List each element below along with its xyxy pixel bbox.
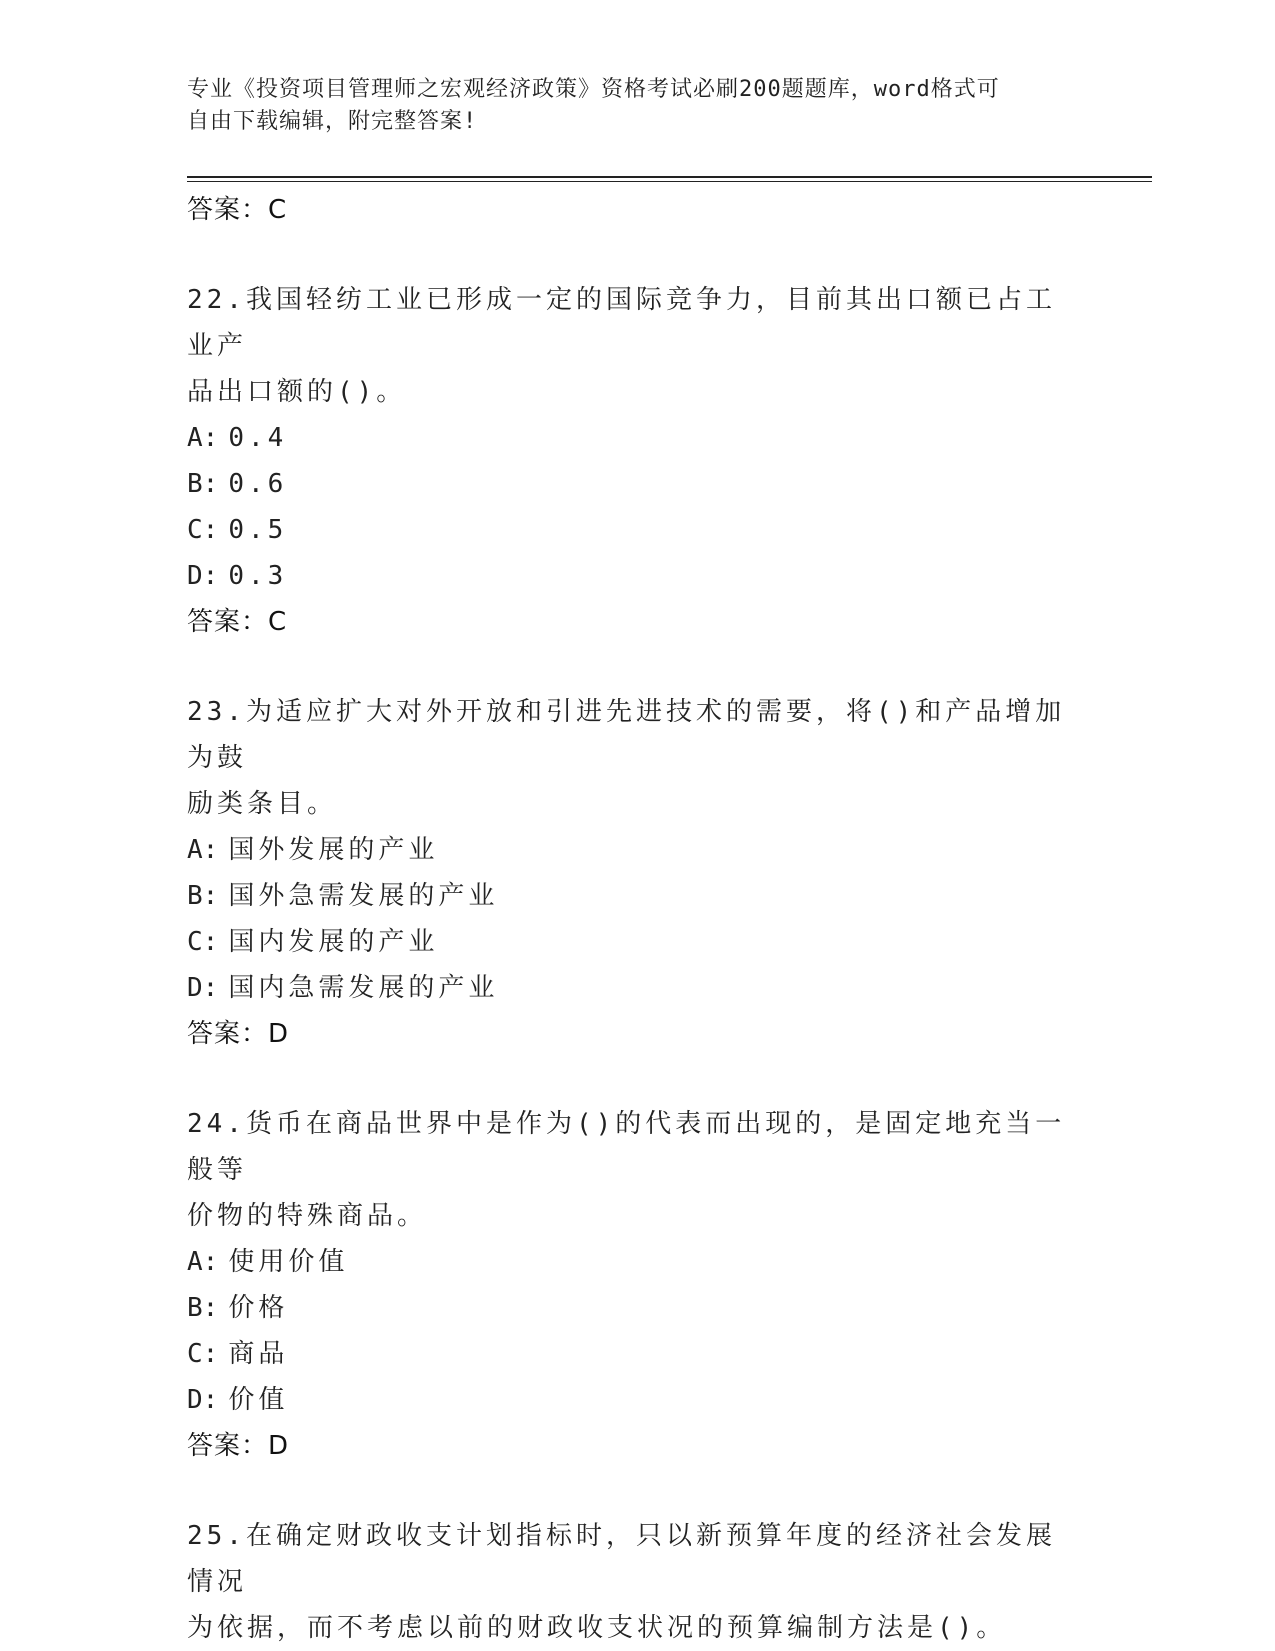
question-stem: [187, 1101, 1077, 1239]
option-a: [187, 415, 1087, 461]
option-a: [187, 827, 1087, 873]
question-stem-line-1: 25.在确定财政收支计划指标时，只以新预算年度的经济社会发展情况: [187, 1521, 1056, 1597]
option-text: 商品: [228, 1339, 289, 1369]
question-22: [187, 277, 1087, 645]
question-list: [187, 187, 1087, 1651]
option-text: 使用价值: [228, 1247, 349, 1277]
option-text: 0.4: [228, 423, 288, 453]
previous-answer: 答案：C: [187, 195, 288, 225]
option-text: 国外发展的产业: [228, 835, 439, 865]
option-text: 价格: [228, 1293, 289, 1323]
option-text: 价值: [228, 1385, 289, 1415]
header-line-1: 专业《投资项目管理师之宏观经济政策》资格考试必刷200题题库，word格式可: [187, 77, 1000, 102]
question-23: [187, 689, 1087, 1057]
header-divider-thin: [187, 181, 1152, 182]
option-d: [187, 1377, 1087, 1423]
question-stem-line-1: 23.为适应扩大对外开放和引进先进技术的需要，将()和产品增加为鼓: [187, 697, 1066, 773]
option-key: B:: [187, 881, 219, 911]
option-b: [187, 1285, 1087, 1331]
document-header: [187, 74, 1067, 138]
option-text: 国外急需发展的产业: [228, 881, 499, 911]
question-stem-line-1: 24.货币在商品世界中是作为()的代表而出现的，是固定地充当一般等: [187, 1109, 1066, 1185]
option-key: B:: [187, 469, 219, 499]
option-c: [187, 507, 1087, 553]
header-line-2: 自由下载编辑，附完整答案!: [187, 109, 478, 134]
option-b: [187, 461, 1087, 507]
option-key: A:: [187, 1247, 219, 1277]
question-stem: [187, 1513, 1077, 1651]
option-text: 0.3: [228, 561, 288, 591]
question-stem-line-2: 品出口额的()。: [187, 377, 407, 407]
option-key: C:: [187, 1339, 219, 1369]
answer: 答案：D: [187, 1431, 290, 1461]
option-d: [187, 553, 1087, 599]
question-stem-line-1: 22.我国轻纺工业已形成一定的国际竞争力，目前其出口额已占工业产: [187, 285, 1056, 361]
option-key: D:: [187, 561, 219, 591]
option-key: C:: [187, 927, 219, 957]
option-c: [187, 1331, 1087, 1377]
option-key: D:: [187, 973, 219, 1003]
option-b: [187, 873, 1087, 919]
question-stem-line-2: 为依据，而不考虑以前的财政收支状况的预算编制方法是()。: [187, 1613, 1007, 1643]
option-text: 0.6: [228, 469, 288, 499]
option-d: [187, 965, 1087, 1011]
answer: 答案：D: [187, 1019, 290, 1049]
question-stem: [187, 689, 1077, 827]
option-c: [187, 919, 1087, 965]
option-text: 国内发展的产业: [228, 927, 439, 957]
option-key: B:: [187, 1293, 219, 1323]
option-key: C:: [187, 515, 219, 545]
option-key: D:: [187, 1385, 219, 1415]
option-text: 0.5: [228, 515, 288, 545]
question-stem-line-2: 价物的特殊商品。: [187, 1201, 428, 1231]
question-25: [187, 1513, 1087, 1651]
option-key: A:: [187, 835, 219, 865]
question-stem-line-2: 励类条目。: [187, 789, 338, 819]
option-text: 国内急需发展的产业: [228, 973, 499, 1003]
question-24: [187, 1101, 1087, 1469]
question-stem: [187, 277, 1077, 415]
option-key: A:: [187, 423, 219, 453]
answer: 答案：C: [187, 607, 288, 637]
header-divider-thick: [187, 176, 1152, 178]
option-a: [187, 1239, 1087, 1285]
